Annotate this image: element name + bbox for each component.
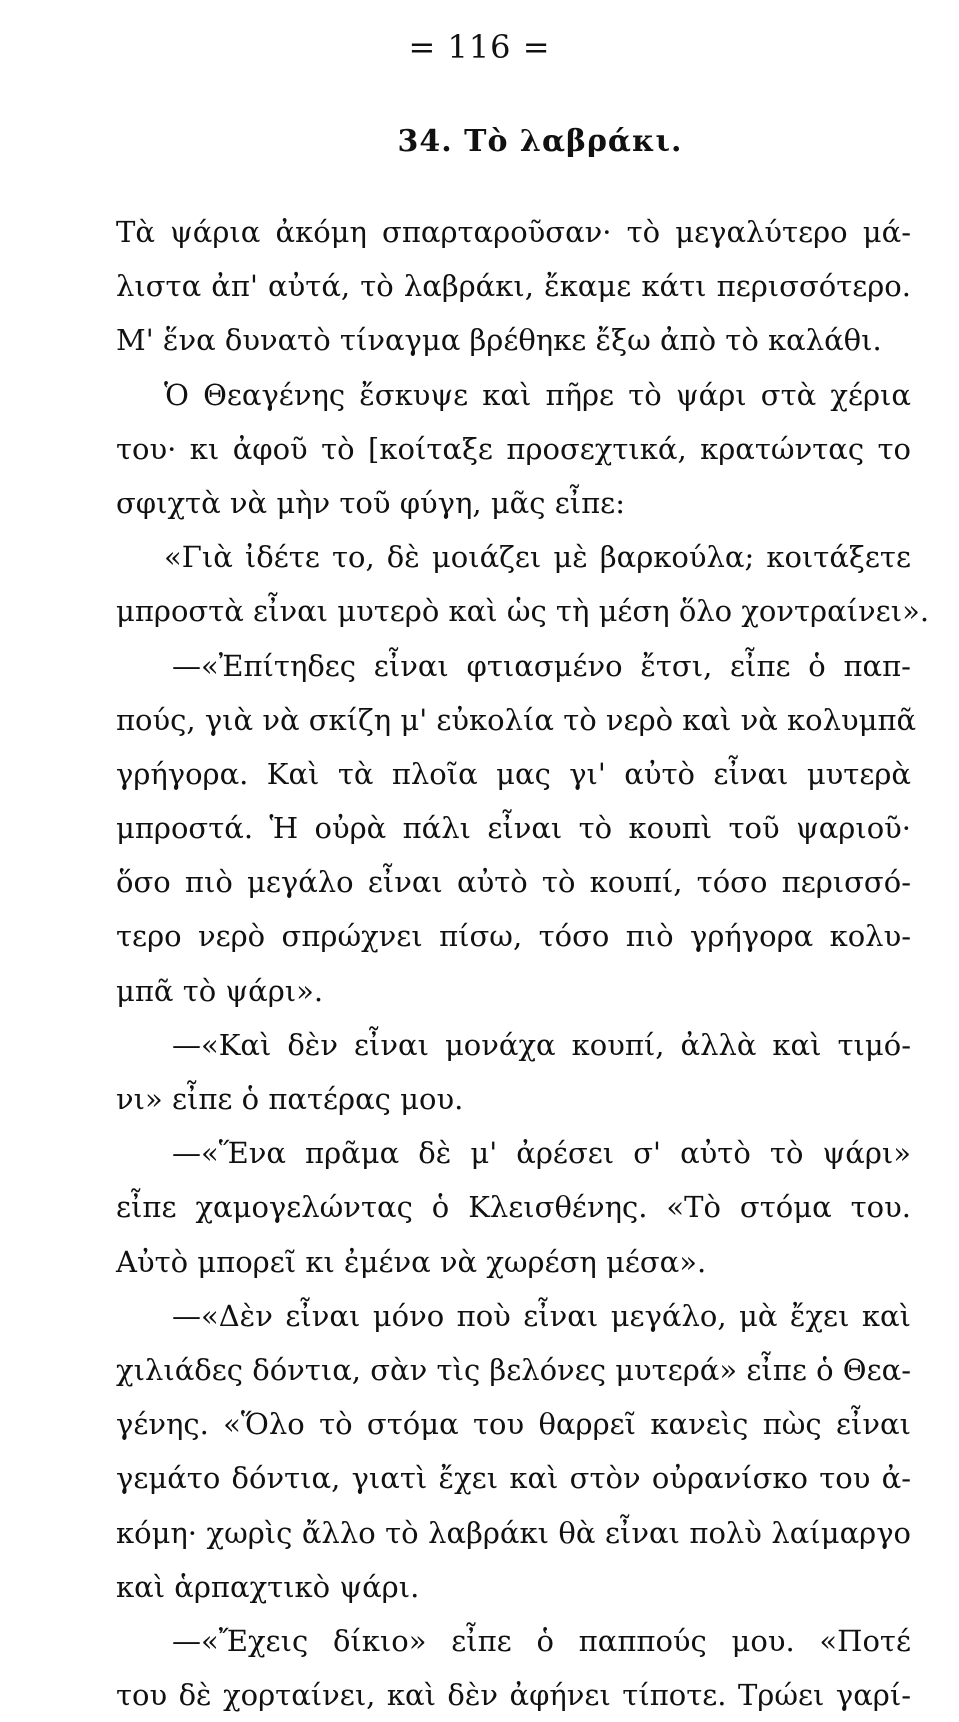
text-line: μπᾶ τὸ ψάρι».	[116, 973, 324, 1008]
text-line: γεμάτο δόντια, γιατὶ ἔχει καὶ στὸν οὐρανίσκο του ἀ-	[116, 1461, 911, 1496]
text-line: του· κι ἀφοῦ τὸ [κοίταξε προσεχτικά, κρατώντας το	[116, 431, 911, 466]
text-line: νι» εἶπε ὁ πατέρας μου.	[116, 1082, 464, 1116]
page-number: = 116 =	[408, 28, 551, 66]
text-line: γρήγορα. Καὶ τὰ πλοῖα μας γι' αὐτὸ εἶναι μυτερὰ	[116, 756, 911, 791]
text-line: «Γιὰ ἰδέτε το, δὲ μοιάζει μὲ βαρκούλα; κοιτάξετε	[164, 540, 911, 575]
text-line: —«Δὲν εἶναι μόνο ποὺ εἶναι μεγάλο, μὰ ἔχει καὶ	[172, 1298, 911, 1333]
body-text	[116, 205, 930, 1722]
text-line: τερο νερὸ σπρώχνει πίσω, τόσο πιὸ γρήγορα κολυ-	[116, 919, 911, 954]
text-line: Ὁ Θεαγένης ἔσκυψε καὶ πῆρε τὸ ψάρι στὰ χέρια	[164, 377, 911, 412]
text-line: του δὲ χορταίνει, καὶ δὲν ἀφήνει τίποτε. Τρώει γαρί-	[116, 1678, 911, 1713]
text-line: Αὐτὸ μπορεῖ κι ἐμένα νὰ χωρέση μέσα».	[116, 1244, 707, 1279]
text-line: χιλιάδες δόντια, σὰν τὶς βελόνες μυτερά» εἶπε ὁ Θεα-	[116, 1352, 911, 1387]
text-line: λιστα ἀπ' αὐτά, τὸ λαβράκι, ἔκαμε κάτι περισσότερο.	[116, 269, 911, 304]
text-line: —«Καὶ δὲν εἶναι μονάχα κουπί, ἀλλὰ καὶ τιμό-	[172, 1027, 911, 1062]
text-line: —«Ἔχεις δίκιο» εἶπε ὁ παππούς μου. «Ποτέ	[172, 1623, 911, 1658]
text-line: καὶ ἁρπαχτικὸ ψάρι.	[116, 1569, 420, 1604]
text-line: μπροστά. Ἡ οὐρὰ πάλι εἶναι τὸ κουπὶ τοῦ ψαριοῦ·	[116, 811, 911, 846]
text-line: —«Ἐπίτηδες εἶναι φτιασμένο ἔτσι, εἶπε ὁ παπ-	[172, 648, 911, 683]
section-title: 34. Τὸ λαβράκι.	[397, 124, 683, 159]
text-line: σφιχτὰ νὰ μὴν τοῦ φύγη, μᾶς εἶπε:	[116, 485, 625, 520]
text-line: εἶπε χαμογελώντας ὁ Κλεισθένης. «Τὸ στόμα του.	[116, 1190, 911, 1225]
text-line: Μ' ἕνα δυνατὸ τίναγμα βρέθηκε ἔξω ἀπὸ τὸ καλάθι.	[116, 323, 882, 358]
text-line: κόμη· χωρὶς ἄλλο τὸ λαβράκι θὰ εἶναι πολὺ λαίμαργο	[116, 1515, 911, 1550]
text-line: πούς, γιὰ νὰ σκίζη μ' εὐκολία τὸ νερὸ καὶ νὰ κολυμπᾶ	[116, 702, 917, 737]
text-line: Τὰ ψάρια ἀκόμη σπαρταροῦσαν· τὸ μεγαλύτερο μά-	[116, 215, 911, 249]
text-line: ὅσο πιὸ μεγάλο εἶναι αὐτὸ τὸ κουπί, τόσο περισσό-	[116, 865, 911, 900]
text-line: —«Ἕνα πρᾶμα δὲ μ' ἀρέσει σ' αὐτὸ τὸ ψάρι»	[172, 1136, 911, 1171]
text-line: γένης. «Ὅλο τὸ στόμα του θαρρεῖ κανεὶς πὼς εἶναι	[116, 1407, 911, 1442]
text-line: μπροστὰ εἶναι μυτερὸ καὶ ὡς τὴ μέση ὅλο χοντραίνει».	[116, 594, 930, 629]
